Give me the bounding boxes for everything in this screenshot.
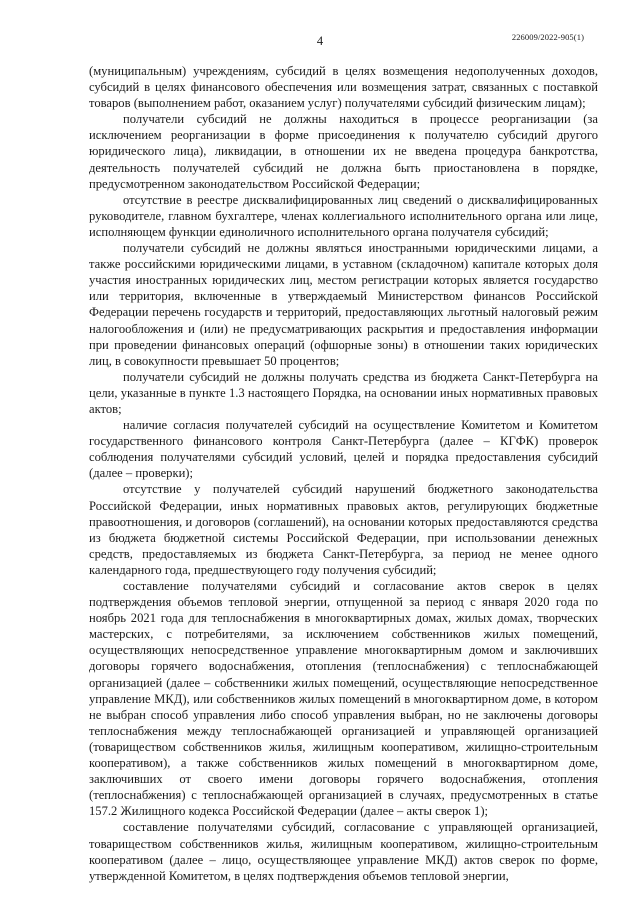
paragraph: составление получателями субсидий и согласование актов сверок в целях подтверждения объемов тепловой энергии, отпущенной за период с января 2020 года по ноябрь 2021 года для теплоснабжения в многоквартирных домах, жилых домах, творческих мастерских, с потребителями, за исключением собственников жилых помещений, осуществляющих непосредственное управление многоквартирным домом и заключивших договоры горячего водоснабжения, отопления (теплоснабжения) с теплоснабжающей организацией (далее – собственники жилых помещений, осуществляющие непосредственное управление МКД), или собственников жилых помещений в многоквартирном доме, в котором не выбран способ управления либо способ управления выбран, но не заключены договоры теплоснабжения между теплоснабжающей организацией и управляющей организацией (товариществом собственников жилья, жилищным кооперативом, жилищно-строительным кооперативом), а также собственников жилых помещений в многоквартирном доме, заключивших от своего имени договоры горячего водоснабжения, отопления (теплоснабжения) с теплоснабжающей организацией в случаях, предусмотренных в статье 157.2 Жилищного кодекса Российской Федерации (далее – акты сверок 1); (89, 579, 598, 819)
document-body (89, 63, 598, 884)
paragraph: составление получателями субсидий, согласование с управляющей организацией, товариществом собственников жилья, жилищным кооперативом, жилищно-строительным кооперативом (далее – лицо, осуществляющее управление МКД) актов сверок по форме, утвержденной Комитетом, в целях подтверждения объемов тепловой энергии, (89, 820, 598, 883)
paragraph: получатели субсидий не должны являться иностранными юридическими лицами, а также российскими юридическими лицами, в уставном (складочном) капитале которых доля участия иностранных юридических лиц, местом регистрации которых является государство или территория, включенные в утверждаемый Министерством финансов Российской Федерации перечень государств и территорий, предоставляющих льготный налоговый режим налогообложения и (или) не предусматривающих раскрытия и предоставления информации при проведении финансовых операций (офшорные зоны) в отношении таких юридических лиц, в совокупности превышает 50 процентов; (89, 241, 598, 368)
paragraph: отсутствие у получателей субсидий нарушений бюджетного законодательства Российской Федерации, иных нормативных правовых актов, регулирующих бюджетные правоотношения, и договоров (соглашений), на основании которых предоставляются средства из бюджета бюджетной системы Российской Федерации, при использовании денежных средств, предоставляемых из бюджета Санкт-Петербурга, за период не менее одного календарного года, предшествующего году получения субсидий; (89, 482, 598, 577)
paragraph: отсутствие в реестре дисквалифицированных лиц сведений о дисквалифицированных руководителе, главном бухгалтере, членах коллегиального исполнительного органа или лице, исполняющем функции единоличного исполнительного органа получателя субсидий; (89, 192, 598, 239)
page-number: 4 (316, 34, 324, 48)
paragraph: получатели субсидий не должны получать средства из бюджета Санкт-Петербурга на цели, указанные в пункте 1.3 настоящего Порядка, на основании иных нормативных правовых актов; (89, 369, 598, 416)
paragraph-continuation: (муниципальным) учреждениям, субсидий в целях возмещения недополученных доходов, субсидий в целях финансового обеспечения или возмещения затрат, связанных с поставкой товаров (выполнением работ, оказанием услуг) получателями субсидий физическим лицам); (89, 64, 598, 111)
document-registration-number: 226009/2022-905(1) (511, 32, 584, 42)
paragraph: получатели субсидий не должны находиться в процессе реорганизации (за исключением реорганизации в форме присоединения к получателю субсидий другого юридического лица), ликвидации, в отношении их не введена процедура банкротства, деятельность получателей субсидий не должна быть приостановлена в порядке, предусмотренном законодательством Российской Федерации; (89, 112, 598, 191)
paragraph: наличие согласия получателей субсидий на осуществление Комитетом и Комитетом государственного финансового контроля Санкт-Петербурга (далее – КГФК) проверок соблюдения получателями субсидий условий, целей и порядка предоставления субсидий (далее – проверки); (89, 418, 598, 481)
